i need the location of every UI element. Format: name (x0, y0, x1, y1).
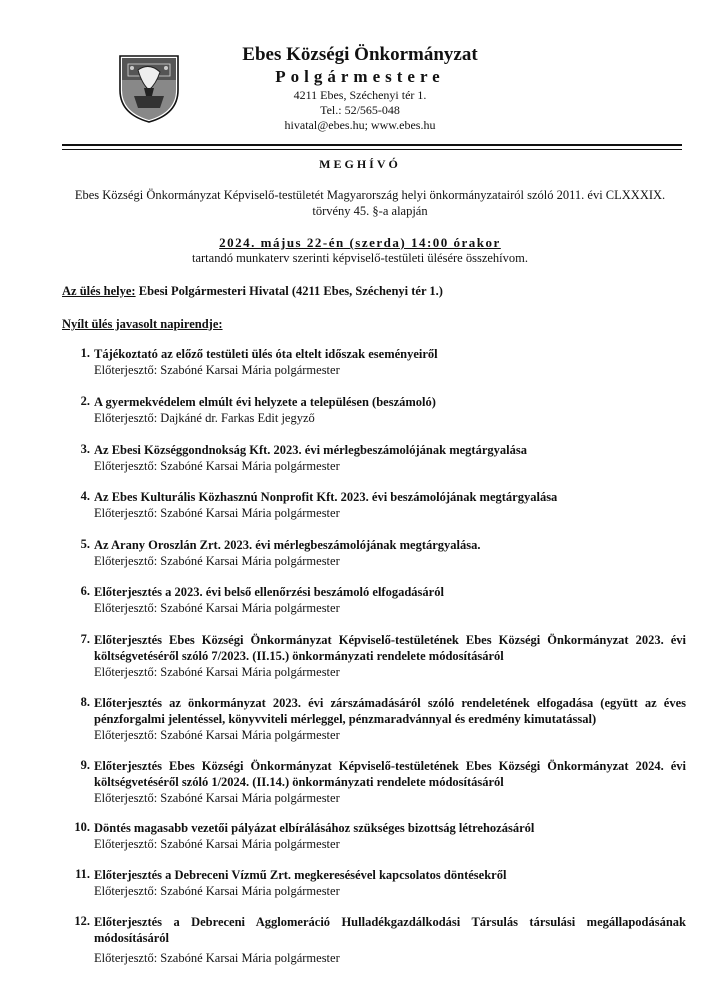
agenda-item-number: 4. (80, 489, 90, 503)
agenda-item-presenter: Előterjesztő: Szabóné Karsai Mária polgármester (94, 884, 340, 898)
agenda-item-number: 7. (80, 632, 90, 646)
agenda-item-number: 2. (80, 394, 90, 408)
agenda-item-presenter: Előterjesztő: Szabóné Karsai Mária polgármester (94, 665, 340, 679)
agenda-item-number: 3. (80, 442, 90, 456)
letterhead (230, 44, 490, 133)
agenda-item-title: Az Ebesi Községgondnokság Kft. 2023. évi mérlegbeszámolójának megtárgyalása (94, 443, 527, 457)
phone: Tel.: 52/565-048 (320, 103, 400, 117)
address: 4211 Ebes, Széchenyi tér 1. (293, 88, 427, 102)
agenda-item-title: Előterjesztés a Debreceni Agglomeráció Hulladékgazdálkodási Társulás társulási megállapodásának módosításáról (94, 915, 686, 945)
coat-of-arms-icon (116, 50, 182, 124)
office-name: Polgármestere (275, 67, 445, 86)
document-title: MEGHÍVÓ (319, 157, 401, 171)
agenda-heading: Nyílt ülés javasolt napirendje: (62, 317, 223, 331)
agenda-item-presenter: Előterjesztő: Szabóné Karsai Mária polgármester (94, 363, 340, 377)
agenda-item-title: Előterjesztés a 2023. évi belső ellenőrzési beszámoló elfogadásáról (94, 585, 444, 599)
agenda-item-title: Előterjesztés Ebes Községi Önkormányzat Képviselő-testületének Ebes Községi Önkormányzat 2023. évi költségvetéséről szóló 7/2023. (II.15.) önkormányzati rendelete módosításáról (94, 633, 686, 663)
agenda-item-number: 12. (74, 914, 90, 928)
agenda-item-presenter: Előterjesztő: Szabóné Karsai Mária polgármester (94, 601, 340, 615)
agenda-item-number: 11. (75, 867, 90, 881)
agenda-item-title: Előterjesztés az önkormányzat 2023. évi zárszámadásáról szóló rendeletének elfogadása (együtt az éves pénzforgalmi jelentéssel, könyvviteli mérleggel, pénzmaradvánnyal és eredmény kimutatással) (94, 696, 686, 726)
agenda-item-title: Döntés magasabb vezetői pályázat elbírálásához szükséges bizottság létrehozásáról (94, 821, 535, 835)
agenda-item-presenter: Előterjesztő: Dajkáné dr. Farkas Edit jegyző (94, 411, 315, 425)
agenda-item-presenter: Előterjesztő: Szabóné Karsai Mária polgármester (94, 506, 340, 520)
agenda-item-number: 8. (80, 695, 90, 709)
agenda-item-title: Előterjesztés Ebes Községi Önkormányzat Képviselő-testületének Ebes Községi Önkormányzat 2024. évi költségvetéséről szóló 1/2024. (II.14.) önkormányzati rendelete módosításáról (94, 759, 686, 789)
agenda-item-title: Az Ebes Kulturális Közhasznú Nonprofit Kft. 2023. évi beszámolójának megtárgyalása (94, 490, 558, 504)
meeting-place-value: Ebesi Polgármesteri Hivatal (4211 Ebes, Széchenyi tér 1.) (135, 284, 443, 298)
meeting-place-label: Az ülés helye: (62, 284, 136, 298)
organization-name: Ebes Községi Önkormányzat (242, 44, 478, 65)
agenda-item-number: 10. (74, 820, 90, 834)
agenda-item-presenter: Előterjesztő: Szabóné Karsai Mária polgármester (94, 728, 340, 742)
agenda-item-presenter: Előterjesztő: Szabóné Karsai Mária polgármester (94, 837, 340, 851)
agenda-item-number: 9. (80, 758, 90, 772)
agenda-item-title: Az Arany Oroszlán Zrt. 2023. évi mérlegbeszámolójának megtárgyalása. (94, 538, 481, 552)
meeting-place (62, 284, 443, 299)
intro-text: Ebes Községi Önkormányzat Képviselő-testületét Magyarország helyi önkormányzatairól szóló 2011. évi CLXXXIX. törvény 45. §-a alapján (74, 188, 666, 218)
contact: hivatal@ebes.hu; www.ebes.hu (284, 118, 436, 132)
agenda-item-presenter: Előterjesztő: Szabóné Karsai Mária polgármester (94, 791, 340, 805)
agenda-item-title: Tájékoztató az előző testületi ülés óta eltelt időszak eseményeiről (94, 347, 438, 361)
agenda-item-number: 5. (80, 537, 90, 551)
agenda-item-title: A gyermekvédelem elmúlt évi helyzete a településen (beszámoló) (94, 395, 436, 409)
meeting-date-subtitle: tartandó munkaterv szerinti képviselő-testületi ülésére összehívom. (191, 251, 528, 265)
agenda-item-number: 1. (80, 346, 90, 360)
agenda-item-presenter: Előterjesztő: Szabóné Karsai Mária polgármester (94, 951, 340, 965)
agenda-item-number: 6. (80, 584, 90, 598)
agenda-item-presenter: Előterjesztő: Szabóné Karsai Mária polgármester (94, 459, 340, 473)
header-divider-thin (62, 149, 682, 150)
agenda-item-title: Előterjesztés a Debreceni Vízmű Zrt. megkeresésével kapcsolatos döntésekről (94, 868, 507, 882)
meeting-date: 2024. május 22-én (szerda) 14:00 órakor (219, 235, 501, 250)
agenda-item-presenter: Előterjesztő: Szabóné Karsai Mária polgármester (94, 554, 340, 568)
header-divider-thick (62, 144, 682, 146)
